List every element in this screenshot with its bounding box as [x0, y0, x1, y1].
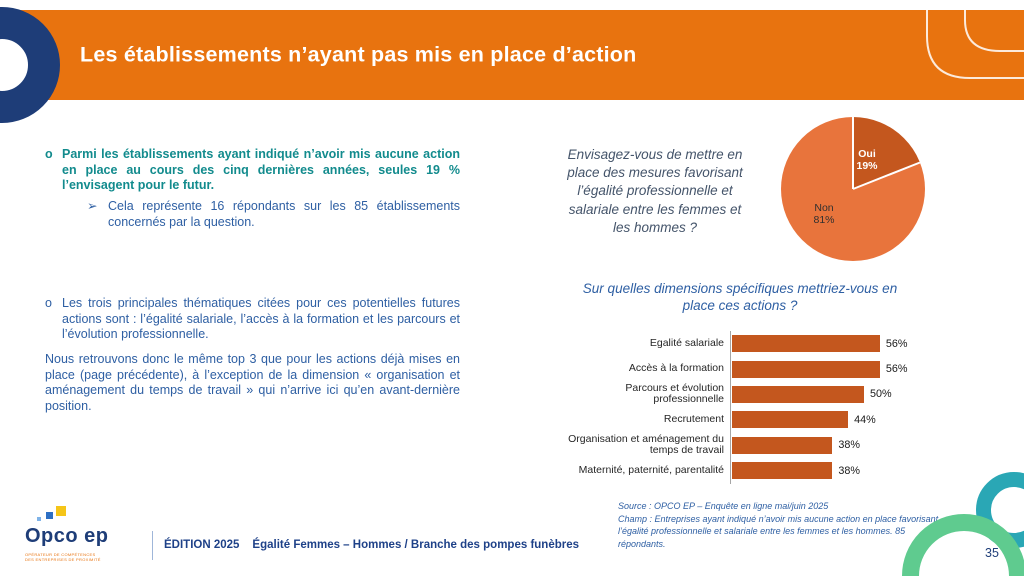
bar-chart-question [545, 281, 935, 314]
page-number: 35 [985, 546, 999, 560]
page-title: Les établissements n’ayant pas mis en place d’action [80, 42, 637, 67]
logo-wordmark: Opco ep [25, 525, 109, 547]
arrow-bullet-icon: ➢ [87, 199, 98, 213]
question-line: place des mesures favorisant [567, 165, 743, 181]
question-line: salariale entre les femmes et [568, 201, 742, 217]
bullet-item-1 [45, 147, 460, 194]
bar-value-label: 56% [885, 363, 908, 376]
bar [732, 335, 880, 352]
source-champ-line: Champ : Entreprises ayant indiqué n’avoir mis aucune action en place favorisant l’égalité professionnelle et salariale entre les femmes et les hommes. 85 répondants. [618, 513, 939, 550]
bar-row [556, 407, 996, 432]
bar-row [556, 356, 996, 381]
pie-label-non: Non 81% [813, 202, 835, 226]
corner-arcs-decoration [900, 10, 1024, 100]
question-line: Envisagez-vous de mettre en [567, 147, 743, 162]
bar [732, 411, 848, 428]
bar-chart-axis [730, 331, 731, 484]
bar-row [556, 382, 996, 407]
edition-label: ÉDITION 2025 [164, 539, 240, 551]
bullet-text-1: Parmi les établissements ayant indiqué n’avoir mis aucune action en place au cours des cinq dernières années, seules 19 % l’envisagent pour le futur. [62, 147, 460, 193]
question-line: les hommes ? [612, 219, 698, 235]
bar-row [556, 433, 996, 458]
question-line: l’égalité professionnelle et [577, 183, 733, 199]
bullet-item-2 [45, 296, 460, 343]
bar-value-label: 38% [838, 439, 860, 452]
bar [732, 386, 864, 403]
sub-bullet-item [87, 199, 460, 230]
bar-rows [556, 331, 996, 483]
report-title: Égalité Femmes – Hommes / Branche des pompes funèbres [252, 539, 580, 551]
logo-tagline: OPÉRATEUR DE COMPÉTENCES DES ENTREPRISES DE PROXIMITÉ [25, 552, 101, 562]
bar-category-label: Recrutement [663, 413, 724, 426]
logo-square-icon [56, 506, 66, 516]
bar [732, 361, 880, 378]
bar [732, 462, 832, 479]
bar-category-label: Parcours et évolution professionnelle [625, 381, 724, 406]
bar-row [556, 458, 996, 483]
bullet-marker: o [45, 296, 52, 310]
bar [732, 437, 832, 454]
question-line: Sur quelles dimensions spécifiques mettriez-vous en [582, 281, 898, 296]
header-banner [0, 10, 1024, 100]
bar-category-label: Organisation et aménagement du temps de travail [568, 432, 724, 457]
bar-category-label: Maternité, paternité, parentalité [578, 463, 724, 476]
bar-value-label: 44% [854, 413, 876, 426]
source-note [618, 500, 942, 551]
bar-chart [556, 331, 996, 483]
sub-bullet-text: Cela représente 16 répondants sur les 85 établissements concernés par la question. [108, 199, 460, 229]
pie-chart-question [548, 146, 762, 237]
bar-value-label: 56% [885, 337, 908, 350]
bar-category-label: Egalité salariale [649, 336, 724, 349]
pie-label-oui: Oui 19% [856, 148, 878, 172]
footer-text [164, 539, 579, 551]
bullet-marker: o [45, 147, 53, 161]
pie-chart [781, 117, 925, 261]
question-line: place ces actions ? [682, 297, 798, 313]
bar-category-label: Accès à la formation [628, 362, 724, 375]
bar-value-label: 38% [838, 464, 860, 477]
footer-divider [152, 531, 153, 560]
logo-square-icon [37, 517, 41, 521]
paragraph-text: Nous retrouvons donc le même top 3 que pour les actions déjà mises en place (page précédente), à l’exception de la dimension « organisation et aménagement du temps de travail » qui n’arrive ici qu’en avant-dernière position. [45, 352, 460, 413]
bar-value-label: 50% [870, 388, 892, 401]
logo-square-icon [46, 512, 53, 519]
bar-row [556, 331, 996, 356]
bullet-text-2: Les trois principales thématiques citées pour ces potentielles futures actions sont : l’égalité salariale, l’accès à la formation et les parcours et l’évolution professionnelle. [62, 296, 460, 342]
source-line: Source : OPCO EP – Enquête en ligne mai/juin 2025 [618, 501, 829, 511]
